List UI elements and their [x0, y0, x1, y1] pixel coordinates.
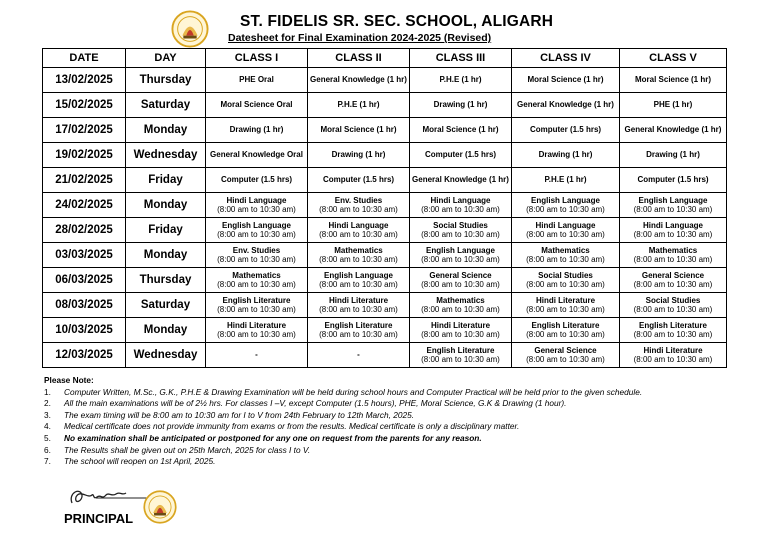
exam-cell [410, 93, 512, 118]
subject-label: Moral Science (1 hr) [320, 125, 397, 135]
day-cell: Monday [126, 193, 206, 218]
exam-cell [620, 168, 727, 193]
day-cell: Wednesday [126, 143, 206, 168]
exam-cell [620, 93, 727, 118]
exam-cell [512, 243, 620, 268]
exam-cell [512, 68, 620, 93]
note-number: 5. [44, 432, 51, 443]
subject-label: Drawing (1 hr) [538, 150, 593, 160]
exam-cell [410, 118, 512, 143]
table-row [43, 243, 727, 268]
date-cell: 06/03/2025 [43, 268, 126, 293]
exam-cell [512, 168, 620, 193]
subject-label: PHE Oral [239, 75, 274, 85]
subject-label: General Knowledge (1 hr) [412, 175, 509, 185]
exam-cell [620, 293, 727, 318]
time-label: (8:00 am to 10:30 am) [421, 205, 500, 214]
subject-label: Mathematics [232, 270, 281, 280]
subject-label: - [357, 350, 360, 360]
exam-cell [206, 193, 308, 218]
subject-label: Mathematics [436, 295, 485, 305]
note-text: All the main examinations will be of 2½ hrs. For classes I –V, except Computer (1.5 hours), PHE, Moral Science, G.K & Drawing (1 hour). [64, 398, 567, 409]
principal-label: PRINCIPAL [64, 511, 134, 526]
note-number: 2. [44, 398, 51, 409]
subject-label: Hindi Language [535, 220, 596, 230]
date-cell: 12/03/2025 [43, 343, 126, 368]
column-header: CLASS I [206, 49, 308, 68]
note-text: Computer Written, M.Sc., G.K., P.H.E & Drawing Examination will be held during school hours and Computer Practical will be held prior to the given schedule. [64, 386, 643, 397]
date-cell: 19/02/2025 [43, 143, 126, 168]
exam-cell [620, 268, 727, 293]
exam-cell [308, 318, 410, 343]
exam-cell [620, 193, 727, 218]
subject-label: English Language [531, 195, 600, 205]
exam-cell [410, 343, 512, 368]
day-cell: Thursday [126, 68, 206, 93]
subject-label: Hindi Language [643, 220, 703, 230]
exam-cell [410, 218, 512, 243]
school-crest-icon [143, 490, 177, 524]
exam-cell [206, 68, 308, 93]
subject-label: Hindi Literature [430, 320, 491, 330]
exam-cell [206, 143, 308, 168]
exam-cell [206, 318, 308, 343]
subject-label: Hindi Literature [328, 295, 389, 305]
subject-label: Moral Science (1 hr) [527, 75, 604, 85]
subject-label: Social Studies [433, 220, 488, 230]
column-header: CLASS V [620, 49, 727, 68]
day-cell: Monday [126, 318, 206, 343]
exam-cell [206, 293, 308, 318]
table-row [43, 343, 727, 368]
exam-cell [620, 343, 727, 368]
datesheet-table [42, 48, 727, 368]
date-cell: 13/02/2025 [43, 68, 126, 93]
subject-label: Moral Science (1 hr) [634, 75, 712, 85]
subject-label: - [255, 350, 258, 360]
note-item [44, 421, 744, 433]
date-cell: 08/03/2025 [43, 293, 126, 318]
time-label: (8:00 am to 10:30 am) [526, 280, 605, 289]
exam-cell [308, 143, 410, 168]
time-label: (8:00 am to 10:30 am) [633, 205, 713, 214]
exam-cell [206, 118, 308, 143]
exam-cell [410, 268, 512, 293]
exam-cell [308, 68, 410, 93]
subject-label: Hindi Language [226, 195, 287, 205]
exam-cell [308, 218, 410, 243]
time-label: (8:00 am to 10:30 am) [217, 305, 296, 314]
day-cell: Monday [126, 243, 206, 268]
subject-label: Social Studies [538, 270, 593, 280]
datesheet-title: Datesheet for Final Examination 2024-2025 (Revised) [228, 32, 492, 44]
exam-cell [512, 293, 620, 318]
exam-cell [512, 118, 620, 143]
table-row [43, 93, 727, 118]
exam-cell [620, 218, 727, 243]
table-row [43, 318, 727, 343]
exam-cell [308, 193, 410, 218]
subject-label: English Literature [324, 320, 393, 330]
exam-cell [620, 243, 727, 268]
table-row [43, 118, 727, 143]
notes-title: Please Note: [44, 375, 94, 385]
exam-cell [308, 343, 410, 368]
exam-cell [512, 268, 620, 293]
date-cell: 15/02/2025 [43, 93, 126, 118]
exam-cell [308, 293, 410, 318]
subject-label: Hindi Language [328, 220, 389, 230]
subject-label: General Science [534, 345, 597, 355]
column-header: DATE [43, 49, 126, 68]
note-number: 7. [44, 456, 51, 467]
time-label: (8:00 am to 10:30 am) [526, 255, 605, 264]
exam-cell [206, 343, 308, 368]
time-label: (8:00 am to 10:30 am) [319, 205, 398, 214]
exam-cell [512, 318, 620, 343]
subject-label: English Literature [426, 345, 495, 355]
exam-cell [512, 93, 620, 118]
subject-label: Drawing (1 hr) [229, 125, 284, 135]
subject-label: Env. Studies [334, 195, 383, 205]
subject-label: General Science [429, 270, 492, 280]
subject-label: English Literature [222, 295, 291, 305]
table-row [43, 68, 727, 93]
exam-cell [410, 243, 512, 268]
exam-cell [512, 343, 620, 368]
time-label: (8:00 am to 10:30 am) [319, 280, 398, 289]
note-item [44, 398, 744, 410]
table-row [43, 143, 727, 168]
subject-label: Drawing (1 hr) [433, 100, 488, 110]
subject-label: Mathematics [541, 245, 590, 255]
time-label: (8:00 am to 10:30 am) [217, 255, 296, 264]
school-crest-icon [171, 10, 209, 48]
date-cell: 03/03/2025 [43, 243, 126, 268]
subject-label: Hindi Literature [226, 320, 287, 330]
subject-label: Computer (1.5 hrs) [220, 175, 293, 185]
exam-cell [410, 143, 512, 168]
exam-cell [410, 168, 512, 193]
subject-label: General Knowledge Oral [210, 150, 303, 160]
column-header: CLASS IV [512, 49, 620, 68]
column-header: DAY [126, 49, 206, 68]
subject-label: English Language [222, 220, 291, 230]
day-cell: Friday [126, 218, 206, 243]
exam-cell [308, 243, 410, 268]
time-label: (8:00 am to 10:30 am) [633, 355, 713, 364]
exam-cell [410, 318, 512, 343]
subject-label: Computer (1.5 hrs) [637, 175, 709, 185]
subject-label: Moral Science (1 hr) [422, 125, 499, 135]
table-row [43, 168, 727, 193]
note-item [44, 456, 744, 468]
date-cell: 17/02/2025 [43, 118, 126, 143]
day-cell: Friday [126, 168, 206, 193]
exam-cell [206, 168, 308, 193]
subject-label: Mathematics [334, 245, 383, 255]
subject-label: English Language [638, 195, 708, 205]
subject-label: Drawing (1 hr) [331, 150, 386, 160]
table-row [43, 293, 727, 318]
time-label: (8:00 am to 10:30 am) [526, 355, 605, 364]
time-label: (8:00 am to 10:30 am) [633, 255, 713, 264]
exam-cell [410, 293, 512, 318]
subject-label: Computer (1.5 hrs) [424, 150, 497, 160]
time-label: (8:00 am to 10:30 am) [319, 305, 398, 314]
note-text: The exam timing will be 8:00 am to 10:30 am for I to V from 24th February to 12th March, 2025. [64, 409, 415, 420]
note-item [44, 433, 744, 445]
table-row [43, 193, 727, 218]
date-cell: 28/02/2025 [43, 218, 126, 243]
notes-list [44, 387, 744, 468]
time-label: (8:00 am to 10:30 am) [421, 255, 500, 264]
subject-label: Moral Science Oral [220, 100, 293, 110]
subject-label: P.H.E (1 hr) [337, 100, 380, 110]
subject-label: English Language [426, 245, 495, 255]
subject-label: Mathematics [648, 245, 698, 255]
exam-cell [512, 218, 620, 243]
note-number: 6. [44, 444, 51, 455]
time-label: (8:00 am to 10:30 am) [421, 280, 500, 289]
note-number: 1. [44, 386, 51, 397]
time-label: (8:00 am to 10:30 am) [217, 330, 296, 339]
exam-cell [206, 243, 308, 268]
notes-section [44, 375, 744, 468]
exam-cell [308, 268, 410, 293]
time-label: (8:00 am to 10:30 am) [319, 230, 398, 239]
time-label: (8:00 am to 10:30 am) [421, 230, 500, 239]
time-label: (8:00 am to 10:30 am) [633, 305, 713, 314]
note-text: No examination shall be anticipated or postponed for any one on request from the parents for any reason. [64, 432, 482, 443]
table-body [43, 68, 727, 368]
subject-label: Computer (1.5 hrs) [322, 175, 395, 185]
exam-cell [410, 68, 512, 93]
note-text: The Results shall be given out on 25th March, 2025 for class I to V. [64, 444, 311, 455]
time-label: (8:00 am to 10:30 am) [319, 330, 398, 339]
exam-cell [410, 193, 512, 218]
day-cell: Monday [126, 118, 206, 143]
day-cell: Saturday [126, 293, 206, 318]
exam-cell [512, 193, 620, 218]
day-cell: Wednesday [126, 343, 206, 368]
date-cell: 21/02/2025 [43, 168, 126, 193]
exam-cell [620, 118, 727, 143]
exam-cell [620, 143, 727, 168]
time-label: (8:00 am to 10:30 am) [526, 330, 605, 339]
note-item [44, 387, 744, 399]
exam-cell [512, 143, 620, 168]
note-item [44, 445, 744, 457]
exam-cell [206, 93, 308, 118]
subject-label: Drawing (1 hr) [646, 150, 700, 160]
subject-label: General Science [641, 270, 705, 280]
exam-cell [308, 168, 410, 193]
column-header: CLASS III [410, 49, 512, 68]
subject-label: Hindi Literature [535, 295, 596, 305]
table-header-row [43, 49, 727, 68]
day-cell: Thursday [126, 268, 206, 293]
subject-label: Hindi Literature [643, 345, 703, 355]
table-row [43, 268, 727, 293]
exam-cell [308, 118, 410, 143]
column-header: CLASS II [308, 49, 410, 68]
time-label: (8:00 am to 10:30 am) [217, 230, 296, 239]
subject-label: English Literature [531, 320, 600, 330]
table-row [43, 218, 727, 243]
time-label: (8:00 am to 10:30 am) [421, 305, 500, 314]
time-label: (8:00 am to 10:30 am) [526, 305, 605, 314]
time-label: (8:00 am to 10:30 am) [217, 280, 296, 289]
subject-label: Computer (1.5 hrs) [529, 125, 602, 135]
time-label: (8:00 am to 10:30 am) [526, 230, 605, 239]
time-label: (8:00 am to 10:30 am) [421, 355, 500, 364]
note-number: 3. [44, 409, 51, 420]
exam-cell [620, 318, 727, 343]
exam-cell [206, 218, 308, 243]
time-label: (8:00 am to 10:30 am) [217, 205, 296, 214]
time-label: (8:00 am to 10:30 am) [526, 205, 605, 214]
subject-label: PHE (1 hr) [653, 100, 693, 110]
note-number: 4. [44, 421, 51, 432]
date-cell: 10/03/2025 [43, 318, 126, 343]
subject-label: Env. Studies [232, 245, 281, 255]
subject-label: General Knowledge (1 hr) [310, 75, 407, 85]
subject-label: General Knowledge (1 hr) [517, 100, 614, 110]
subject-label: English Language [324, 270, 393, 280]
date-cell: 24/02/2025 [43, 193, 126, 218]
note-text: Medical certificate does not provide immunity from exams or from the results. Medical certificate is only a disciplinary matter. [64, 421, 520, 432]
subject-label: General Knowledge (1 hr) [624, 125, 722, 135]
subject-label: P.H.E (1 hr) [439, 75, 482, 85]
time-label: (8:00 am to 10:30 am) [633, 280, 713, 289]
note-text: The school will reopen on 1st April, 2025. [64, 456, 216, 467]
day-cell: Saturday [126, 93, 206, 118]
time-label: (8:00 am to 10:30 am) [421, 330, 500, 339]
subject-label: Social Studies [645, 295, 701, 305]
time-label: (8:00 am to 10:30 am) [633, 230, 713, 239]
exam-cell [620, 68, 727, 93]
subject-label: P.H.E (1 hr) [544, 175, 587, 185]
exam-cell [206, 268, 308, 293]
time-label: (8:00 am to 10:30 am) [319, 255, 398, 264]
note-item [44, 410, 744, 422]
exam-cell [308, 93, 410, 118]
subject-label: Hindi Language [430, 195, 491, 205]
time-label: (8:00 am to 10:30 am) [633, 330, 713, 339]
school-name: ST. FIDELIS SR. SEC. SCHOOL, ALIGARH [240, 13, 554, 30]
subject-label: English Literature [638, 320, 707, 330]
